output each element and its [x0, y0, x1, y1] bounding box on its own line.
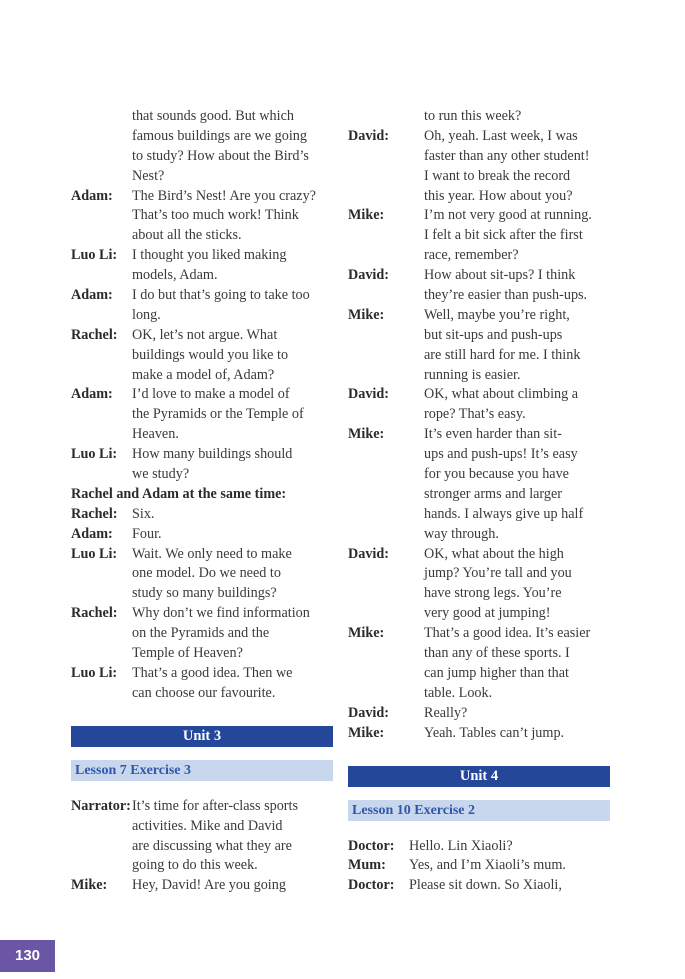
dialogue-text: long.	[132, 306, 161, 323]
dialogue-text: Yes, and I’m Xiaoli’s mum.	[409, 857, 566, 874]
speaker-name: David:	[348, 704, 389, 721]
dialogue-line	[71, 644, 333, 664]
dialogue-line	[71, 445, 333, 465]
speaker-name: Doctor:	[348, 837, 395, 854]
dialogue-text: table. Look.	[424, 684, 493, 701]
dialogue-line	[71, 306, 333, 326]
dialogue-text: The Bird’s Nest! Are you crazy?	[132, 187, 316, 204]
dialogue-line	[71, 226, 333, 246]
dialogue-line	[348, 366, 610, 386]
speaker-name: David:	[348, 545, 389, 562]
dialogue-text: Nest?	[132, 167, 165, 184]
dialogue-line	[71, 664, 333, 684]
lesson-heading: Lesson 10 Exercise 2	[348, 800, 610, 821]
speaker-name: Luo Li:	[71, 247, 118, 264]
speaker-name: Luo Li:	[71, 664, 118, 681]
dialogue-text: can choose our favourite.	[132, 684, 276, 701]
dialogue-line	[71, 346, 333, 366]
dialogue-text: this year. How about you?	[424, 187, 573, 204]
dialogue-text: hands. I always give up half	[424, 505, 584, 522]
dialogue-text: I thought you liked making	[132, 247, 287, 264]
dialogue-line	[71, 147, 333, 167]
dialogue-line	[71, 366, 333, 386]
dialogue-text: I want to break the record	[424, 167, 571, 184]
dialogue-line	[348, 385, 610, 405]
dialogue-text: Six.	[132, 505, 155, 522]
dialogue-block	[348, 107, 610, 744]
dialogue-text: are still hard for me. I think	[424, 346, 581, 363]
dialogue-line	[348, 107, 610, 127]
dialogue-text: make a model of, Adam?	[132, 366, 275, 383]
dialogue-text: Oh, yeah. Last week, I was	[424, 127, 578, 144]
dialogue-line	[71, 385, 333, 405]
dialogue-line	[348, 664, 610, 684]
dialogue-line	[348, 604, 610, 624]
dialogue-text: have strong legs. You’re	[424, 585, 562, 602]
dialogue-text: famous buildings are we going	[132, 127, 307, 144]
dialogue-block	[71, 107, 333, 704]
dialogue-line	[348, 346, 610, 366]
dialogue-text: race, remember?	[424, 247, 519, 264]
dialogue-line	[71, 405, 333, 425]
dialogue-line	[71, 187, 333, 207]
dialogue-text: That’s a good idea. Then we	[132, 664, 293, 681]
dialogue-line	[348, 445, 610, 465]
unit-banner: Unit 3	[71, 726, 333, 747]
dialogue-text: That’s a good idea. It’s easier	[424, 625, 591, 642]
dialogue-text: to study? How about the Bird’s	[132, 147, 309, 164]
dialogue-line	[348, 326, 610, 346]
dialogue-text: way through.	[424, 525, 499, 542]
dialogue-text: can jump higher than that	[424, 664, 569, 681]
speaker-name: Rachel:	[71, 326, 118, 343]
unit-banner: Unit 4	[348, 766, 610, 787]
dialogue-text: It’s time for after-class sports	[132, 797, 298, 814]
dialogue-text: I’d love to make a model of	[132, 386, 290, 403]
speaker-name: Mike:	[348, 207, 385, 224]
left-column	[71, 107, 333, 896]
right-column	[348, 107, 610, 896]
dialogue-line	[71, 206, 333, 226]
speaker-name: Adam:	[71, 386, 113, 403]
dialogue-line	[348, 465, 610, 485]
dialogue-line	[348, 624, 610, 644]
speaker-name: Adam:	[71, 287, 113, 304]
dialogue-line	[348, 147, 610, 167]
dialogue-text: I felt a bit sick after the first	[424, 227, 583, 244]
dialogue-block	[348, 837, 610, 897]
dialogue-text: on the Pyramids and the	[132, 625, 270, 642]
dialogue-text: buildings would you like to	[132, 346, 289, 363]
dialogue-line	[348, 246, 610, 266]
dialogue-text: very good at jumping!	[424, 605, 551, 622]
dialogue-line	[348, 485, 610, 505]
dialogue-text: OK, what about climbing a	[424, 386, 579, 403]
dialogue-line	[348, 405, 610, 425]
dialogue-line	[348, 505, 610, 525]
speaker-name: Mike:	[348, 306, 385, 323]
dialogue-text: OK, what about the high	[424, 545, 564, 562]
dialogue-text: one model. Do we need to	[132, 565, 281, 582]
dialogue-line	[348, 187, 610, 207]
dialogue-line	[71, 326, 333, 346]
dialogue-line	[348, 306, 610, 326]
dialogue-text: It’s even harder than sit-	[424, 426, 562, 443]
dialogue-line	[348, 644, 610, 664]
dialogue-line	[71, 127, 333, 147]
dialogue-text: Hey, David! Are you going	[132, 877, 286, 894]
dialogue-line	[71, 817, 333, 837]
dialogue-line	[71, 564, 333, 584]
dialogue-text: to run this week?	[424, 108, 522, 124]
lesson-heading: Lesson 7 Exercise 3	[71, 760, 333, 781]
dialogue-text: about all the sticks.	[132, 227, 242, 244]
dialogue-text: that sounds good. But which	[132, 108, 294, 124]
dialogue-line	[71, 604, 333, 624]
dialogue-text: Yeah. Tables can’t jump.	[424, 724, 565, 741]
dialogue-line	[348, 545, 610, 565]
dialogue-text: I’m not very good at running.	[424, 207, 592, 224]
dialogue-text: Hello. Lin Xiaoli?	[409, 837, 513, 854]
dialogue-text: study so many buildings?	[132, 585, 277, 602]
dialogue-text: That’s too much work! Think	[132, 207, 299, 224]
dialogue-line	[71, 684, 333, 704]
speaker-name: Adam:	[71, 187, 113, 204]
dialogue-text: we study?	[132, 466, 190, 483]
dialogue-text: going to do this week.	[132, 857, 258, 874]
speaker-name: Mike:	[348, 625, 385, 642]
dialogue-text: for you because you have	[424, 466, 569, 483]
dialogue-line	[71, 525, 333, 545]
speaker-name: Luo Li:	[71, 446, 118, 463]
dialogue-line	[348, 286, 610, 306]
dialogue-line	[71, 485, 333, 505]
dialogue-text: are discussing what they are	[132, 837, 292, 854]
speaker-name: Narrator:	[71, 797, 131, 814]
dialogue-line	[71, 465, 333, 485]
dialogue-line	[71, 545, 333, 565]
dialogue-line	[71, 167, 333, 187]
dialogue-text: the Pyramids or the Temple of	[132, 406, 304, 423]
dialogue-line	[348, 226, 610, 246]
dialogue-text: Heaven.	[132, 426, 179, 443]
dialogue-line	[71, 107, 333, 127]
dialogue-text: Temple of Heaven?	[132, 645, 243, 662]
speaker-name: Rachel:	[71, 605, 118, 622]
dialogue-line	[71, 837, 333, 857]
dialogue-line	[71, 856, 333, 876]
dialogue-text: faster than any other student!	[424, 147, 590, 164]
dialogue-line	[71, 876, 333, 896]
speaker-name: David:	[348, 127, 389, 144]
dialogue-text: activities. Mike and David	[132, 817, 283, 834]
dialogue-text: How about sit-ups? I think	[424, 267, 576, 284]
dialogue-text: jump? You’re tall and you	[424, 565, 572, 582]
dialogue-line	[348, 837, 610, 857]
dialogue-line	[348, 425, 610, 445]
dialogue-text: Really?	[424, 704, 468, 721]
speaker-name: David:	[348, 386, 389, 403]
speaker-name: David:	[348, 267, 389, 284]
dialogue-line	[71, 266, 333, 286]
dialogue-line	[71, 797, 333, 817]
dialogue-text: models, Adam.	[132, 267, 218, 284]
speaker-name: Mike:	[348, 426, 385, 443]
dialogue-line	[71, 425, 333, 445]
dialogue-line	[348, 724, 610, 744]
dialogue-text: but sit-ups and push-ups	[424, 326, 563, 343]
dialogue-text: OK, let’s not argue. What	[132, 326, 278, 343]
speaker-name: Luo Li:	[71, 545, 118, 562]
dialogue-text: Wait. We only need to make	[132, 545, 292, 562]
dialogue-line	[348, 167, 610, 187]
speaker-name: Doctor:	[348, 877, 395, 894]
dialogue-line	[71, 584, 333, 604]
dialogue-line	[71, 624, 333, 644]
dialogue-text: than any of these sports. I	[424, 645, 570, 662]
dialogue-text: Why don’t we find information	[132, 605, 310, 622]
dialogue-line	[348, 127, 610, 147]
speaker-name: Mum:	[348, 857, 386, 874]
dialogue-text: How many buildings should	[132, 446, 293, 463]
page-number: 130	[0, 940, 55, 972]
dialogue-text: Well, maybe you’re right,	[424, 306, 570, 323]
dialogue-text: I do but that’s going to take too	[132, 287, 310, 304]
dialogue-text: rope? That’s easy.	[424, 406, 526, 423]
speaker-name: Adam:	[71, 525, 113, 542]
dialogue-line	[71, 286, 333, 306]
dialogue-line	[348, 266, 610, 286]
dialogue-text: they’re easier than push-ups.	[424, 287, 588, 304]
speaker-name: Mike:	[348, 724, 385, 741]
dialogue-block	[71, 797, 333, 896]
dialogue-line	[348, 856, 610, 876]
dialogue-text: running is easier.	[424, 366, 521, 383]
dialogue-text: ups and push-ups! It’s easy	[424, 446, 578, 463]
dialogue-line	[348, 525, 610, 545]
dialogue-line	[348, 206, 610, 226]
dialogue-line	[348, 704, 610, 724]
dialogue-line	[348, 684, 610, 704]
speaker-name: Rachel:	[71, 505, 118, 522]
dialogue-text: Please sit down. So Xiaoli,	[409, 877, 562, 894]
speaker-name: Mike:	[71, 877, 108, 894]
stage-direction: Rachel and Adam at the same time:	[71, 485, 287, 502]
dialogue-text: stronger arms and larger	[424, 485, 563, 502]
dialogue-line	[71, 246, 333, 266]
dialogue-line	[348, 564, 610, 584]
dialogue-line	[348, 584, 610, 604]
dialogue-text: Four.	[132, 525, 162, 542]
dialogue-line	[71, 505, 333, 525]
dialogue-line	[348, 876, 610, 896]
